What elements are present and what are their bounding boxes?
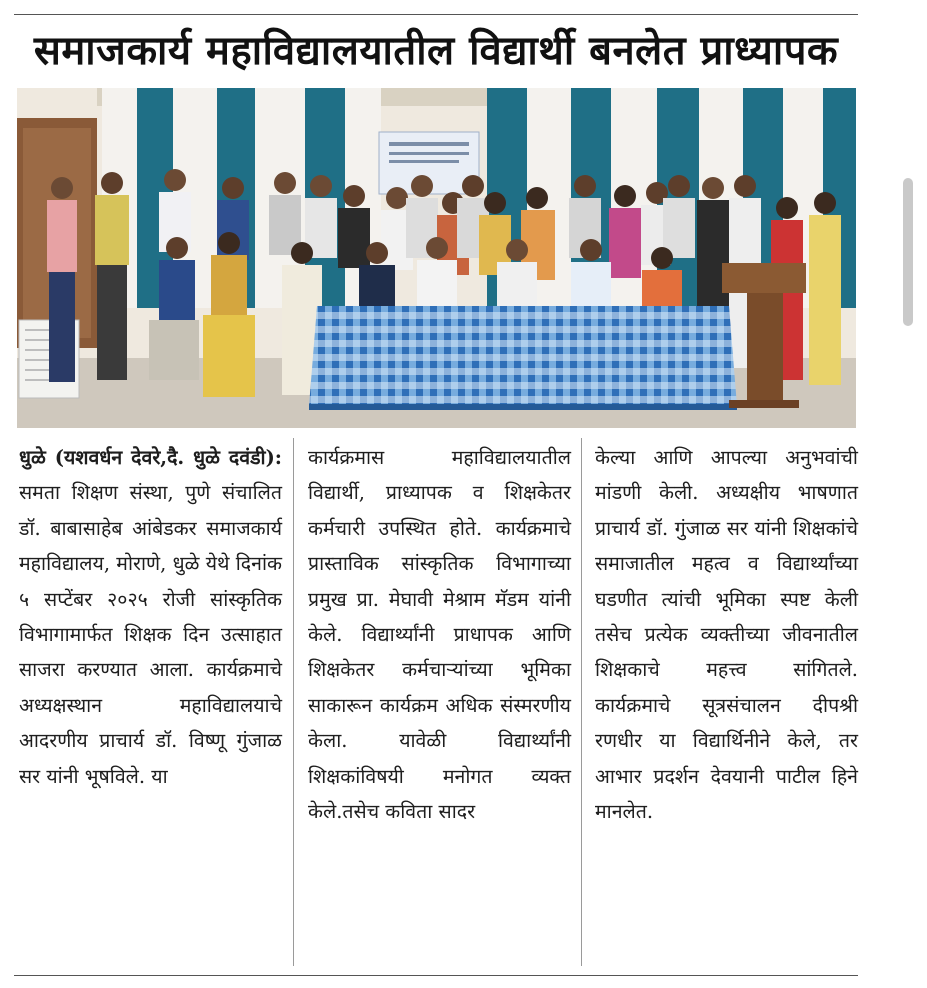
column-divider	[293, 438, 294, 966]
group-photo	[17, 88, 856, 428]
article-column-1	[19, 440, 282, 970]
article-headline: समाजकार्य महाविद्यालयातील विद्यार्थी बनलेत प्राध्यापक	[33, 28, 839, 74]
column-divider	[581, 438, 582, 966]
scrollbar-thumb[interactable]	[903, 178, 913, 326]
top-rule	[14, 14, 858, 15]
article-column-1-text: समता शिक्षण संस्था, पुणे संचालित डॉ. बाबासाहेब आंबेडकर समाजकार्य महाविद्यालय, मोराणे, धुळे येथे दिनांक ५ सप्टेंबर २०२५ रोजी सांस्कृतिक विभागामार्फत शिक्षक दिन उत्साहात साजरा करण्यात आला. कार्यक्रमाचे अध्यक्षस्थान महाविद्यालयाचे आदरणीय प्राचार्य डॉ. विष्णू गुंजाळ सर यांनी भूषविले. या	[19, 481, 282, 788]
bottom-rule	[14, 975, 858, 976]
article-column-2: कार्यक्रमास महाविद्यालयातील विद्यार्थी, प्राध्यापक व शिक्षकेतर कर्मचारी उपस्थित होते. कार्यक्रमाचे प्रास्ताविक सांस्कृतिक विभागाच्या प्रमुख प्रा. मेघावी मेश्राम मॅडम यांनी केले. विद्यार्थ्यांनी प्राधापक आणि शिक्षकेतर कर्मचाऱ्यांच्या भूमिका साकारून कार्यक्रम अधिक संस्मरणीय केला. यावेळी विद्यार्थ्यांनी शिक्षकांविषयी मनोगत व्यक्त केले.तसेच कविता सादर	[308, 446, 571, 824]
article-dateline: धुळे (यशवर्धन देवरे,दै. धुळे दवंडी):	[19, 446, 282, 469]
article-column-3: केल्या आणि आपल्या अनुभवांची मांडणी केली. अध्यक्षीय भाषणात प्राचार्य डॉ. गुंजाळ सर यांनी शिक्षकांचे समाजातील महत्व व विद्यार्थ्यांच्या घडणीत त्यांची भूमिका स्पष्ट केली तसेच प्रत्येक व्यक्तीच्या जीवनातील शिक्षकाचे महत्त्व सांगितले. कार्यक्रमाचे सूत्रसंचालन दीपश्री रणधीर या विद्यार्थिनीने केले, तर आभार प्रदर्शन देवयानी पाटील हिने मानलेत.	[595, 446, 858, 824]
